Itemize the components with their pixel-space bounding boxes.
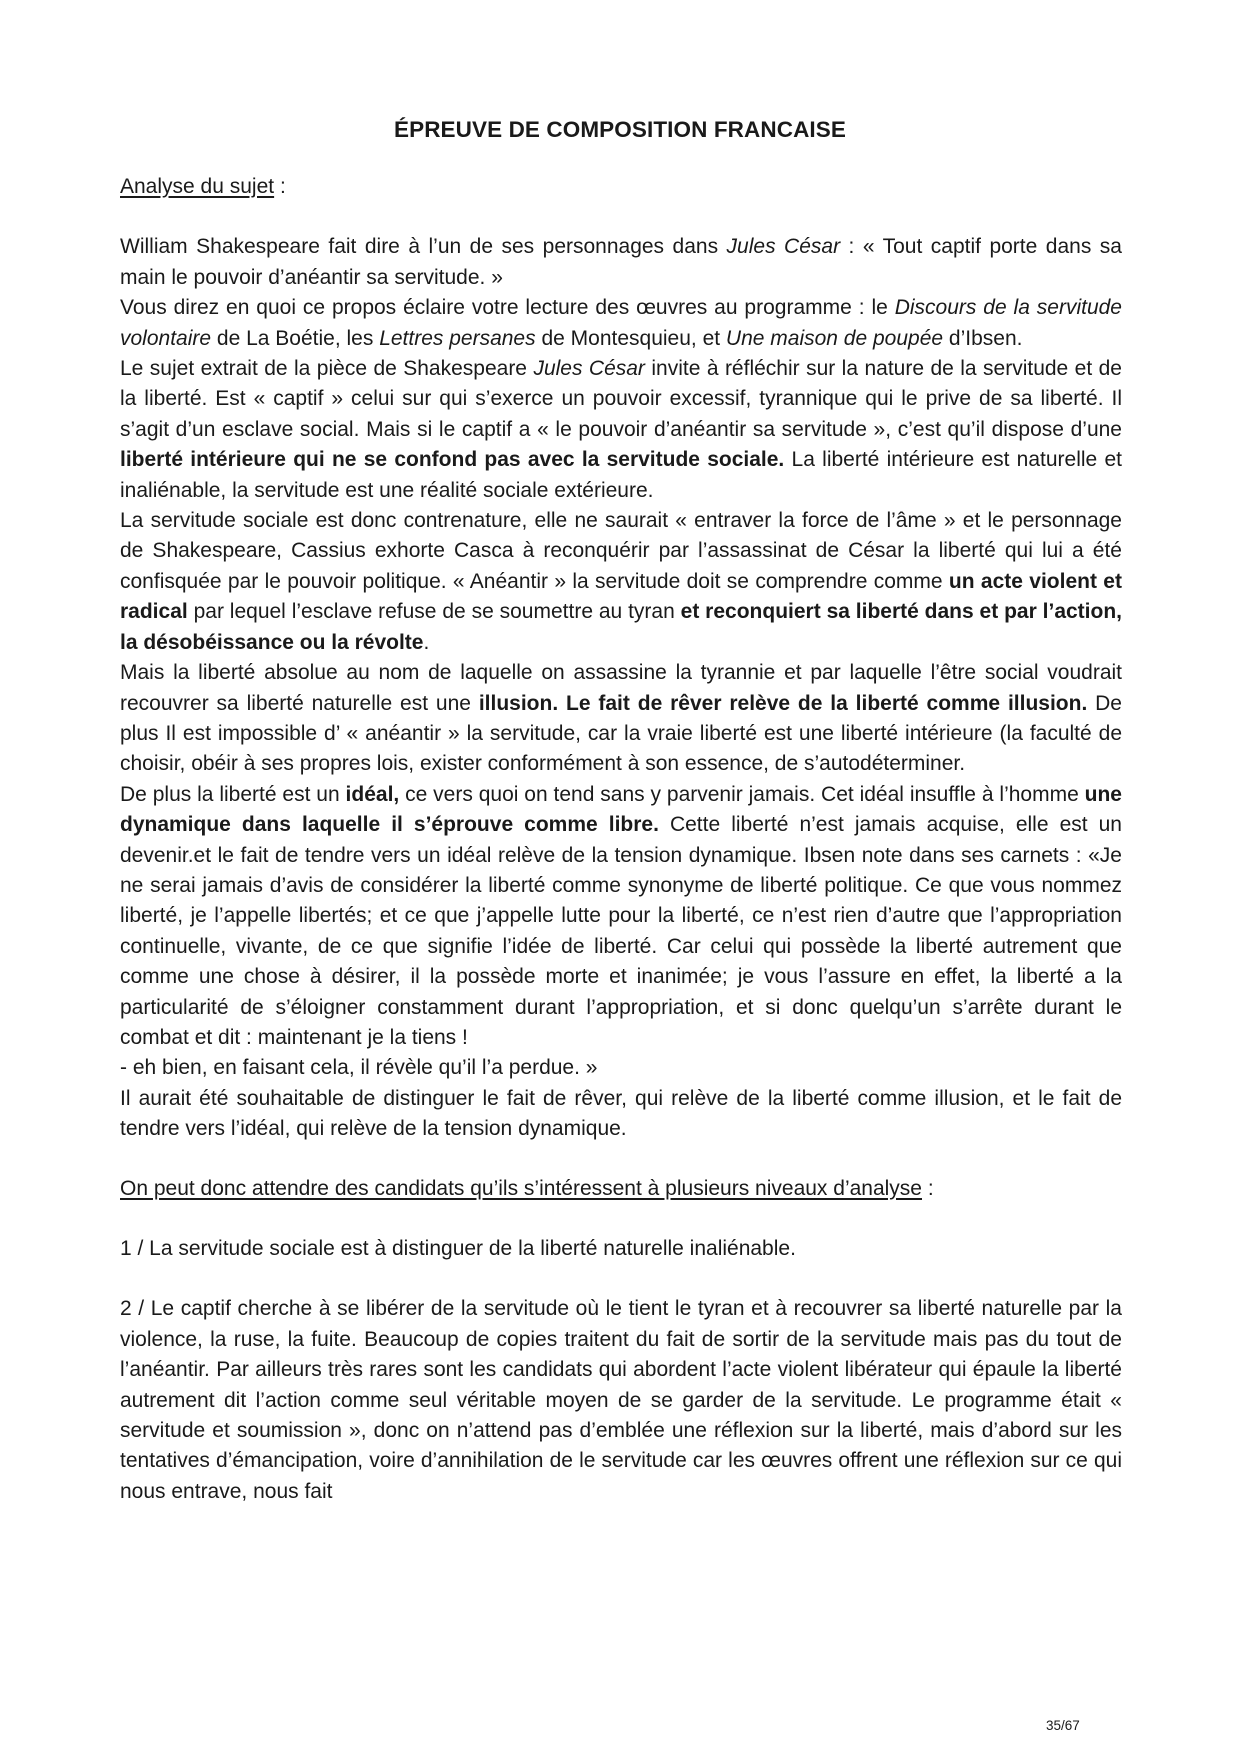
level-item-2: 2 / Le captif cherche à se libérer de la servitude où le tient le tyran et à recouvrer sa liberté naturelle par la violence, la ruse, la fuite. Beaucoup de copies traitent du fait de sortir de la servitude mais pas du tout de l’anéantir. Par ailleurs très rares sont les candidats qui abordent l’acte violent libérateur qui épaule la liberté autrement dit l’action comme seul véritable moyen de se garder de la servitude. Le programme était « servitude et soumission », donc on n’attend pas d’emblée une réflexion sur la liberté, mais d’abord sur les tentatives d’émancipation, voire d’annihilation de le servitude car les œuvres offrent une réflexion sur ce qui nous entrave, nous fait	[120, 1297, 1122, 1503]
text-span: Vous direz en quoi ce propos éclaire votre lecture des œuvres au programme : le	[120, 296, 895, 320]
text-span: : « Tout captif porte dans sa main le pouvoir d’anéantir sa servitude. »	[120, 235, 1122, 289]
work-title: Discours de la servitude volontaire	[120, 296, 1122, 350]
document-body	[120, 172, 1122, 1507]
paragraph-conclusion: Il aurait été souhaitable de distinguer le fait de rêver, qui relève de la liberté comme illusion, et le fait de tendre vers l’idéal, qui relève de la tension dynamique.	[120, 1086, 1122, 1141]
bold-text: idéal,	[345, 782, 400, 806]
paragraph-ideal	[120, 780, 1122, 1054]
analysis-heading	[120, 172, 1122, 202]
text-span: De plus Il est impossible d’ « anéantir » la servitude, car la vraie liberté est une liberté intérieure (la faculté de choisir, obéir à ses propres lois, exister conformément à son essence, de s’autodéterminer.	[120, 691, 1122, 776]
text-span: Cette liberté n’est jamais acquise, elle est un devenir.et le fait de tendre vers un idéal relève de la tension dynamique. Ibsen note dans ses carnets : «Je ne serai jamais d’avis de considérer la liberté comme synonyme de liberté politique. Ce que vous nommez liberté, je l’appelle libertés; et ce que j’appelle lutte pour la liberté, ce n’est rien d’autre que l’appropriation continuelle, vivante, de ce que signifie l’idée de liberté. Car celui qui possède la liberté autrement que comme une chose à désirer, il la possède morte et inanimée; je vous l’assure en effet, la liberté a la particularité de s’éloigner constamment durant l’appropriation, et si donc quelqu’un s’arrête durant le combat et dit : maintenant je la tiens !	[120, 813, 1122, 1049]
text-span: De plus la liberté est un	[120, 782, 346, 806]
text-span: Mais la liberté absolue au nom de laquelle on assassine la tyrannie et par laquelle l’être social voudrait recouvrer sa liberté naturelle est une	[120, 661, 1122, 715]
bold-text: un acte violent et radical	[120, 569, 1122, 624]
levels-heading-suffix: :	[922, 1176, 934, 1200]
text-span: de La Boétie, les	[211, 326, 380, 350]
text-span: Le sujet extrait de la pièce de Shakespeare	[120, 357, 534, 381]
page-number: 35/67	[1046, 1718, 1080, 1733]
bold-text: une dynamique dans laquelle il s’éprouve comme libre.	[120, 782, 1122, 837]
paragraph-social-servitude	[120, 506, 1122, 658]
document-title: ÉPREUVE DE COMPOSITION FRANCAISE	[393, 117, 846, 142]
work-title: Lettres persanes	[379, 326, 536, 350]
analysis-heading-suffix: :	[274, 175, 286, 198]
text-span: par lequel l’esclave refuse de se soumettre au tyran	[187, 600, 681, 624]
level-item-1: 1 / La servitude sociale est à distinguer de la liberté naturelle inaliénable.	[120, 1237, 796, 1260]
work-title: Jules César	[533, 357, 645, 381]
bold-text: liberté intérieure qui ne se confond pas avec la servitude sociale.	[120, 448, 785, 472]
bold-text: et reconquiert sa liberté dans et par l’action, la désobéissance ou la révolte	[120, 600, 1122, 654]
paragraph-instructions	[120, 293, 1122, 354]
paragraph-illusion	[120, 658, 1122, 780]
text-span: ce vers quoi on tend sans y parvenir jamais. Cet idéal insuffle à l’homme	[399, 782, 1085, 806]
text-span: La liberté intérieure est naturelle et inaliénable, la servitude est une réalité sociale extérieure.	[120, 448, 1122, 502]
text-span: invite à réfléchir sur la nature de la servitude et de la liberté. Est « captif » celui sur qui s’exerce un pouvoir excessif, tyrannique qui le prive de sa liberté. Il s’agit d’un esclave social. Mais si le captif a « le pouvoir d’anéantir sa servitude », c’est qu’il dispose d’une	[120, 357, 1122, 441]
levels-heading-text: On peut donc attendre des candidats qu’ils s’intéressent à plusieurs niveaux d’analyse	[120, 1176, 922, 1200]
work-title: Jules César	[726, 235, 841, 259]
work-title: Une maison de poupée	[725, 326, 944, 350]
text-span: d’Ibsen.	[943, 326, 1023, 350]
text-span: .	[423, 630, 430, 654]
analysis-heading-text: Analyse du sujet	[120, 175, 275, 198]
paragraph-quote	[120, 232, 1122, 293]
bold-text: illusion. Le fait de rêver relève de la liberté comme illusion.	[478, 691, 1088, 715]
text-span: William Shakespeare fait dire à l’un de ses personnages dans	[120, 235, 727, 259]
text-span: de Montesquieu, et	[535, 326, 726, 350]
paragraph-quote-end: - eh bien, en faisant cela, il révèle qu’il l’a perdue. »	[120, 1056, 598, 1080]
paragraph-subject	[120, 354, 1122, 506]
levels-heading	[120, 1174, 1122, 1204]
text-span: La servitude sociale est donc contrenature, elle ne saurait « entraver la force de l’âme » et le personnage de Shakespeare, Cassius exhorte Casca à reconquérir par l’assassinat de César la liberté qui lui a été confisquée par le pouvoir politique. « Anéantir » la servitude doit se comprendre comme	[120, 509, 1122, 593]
